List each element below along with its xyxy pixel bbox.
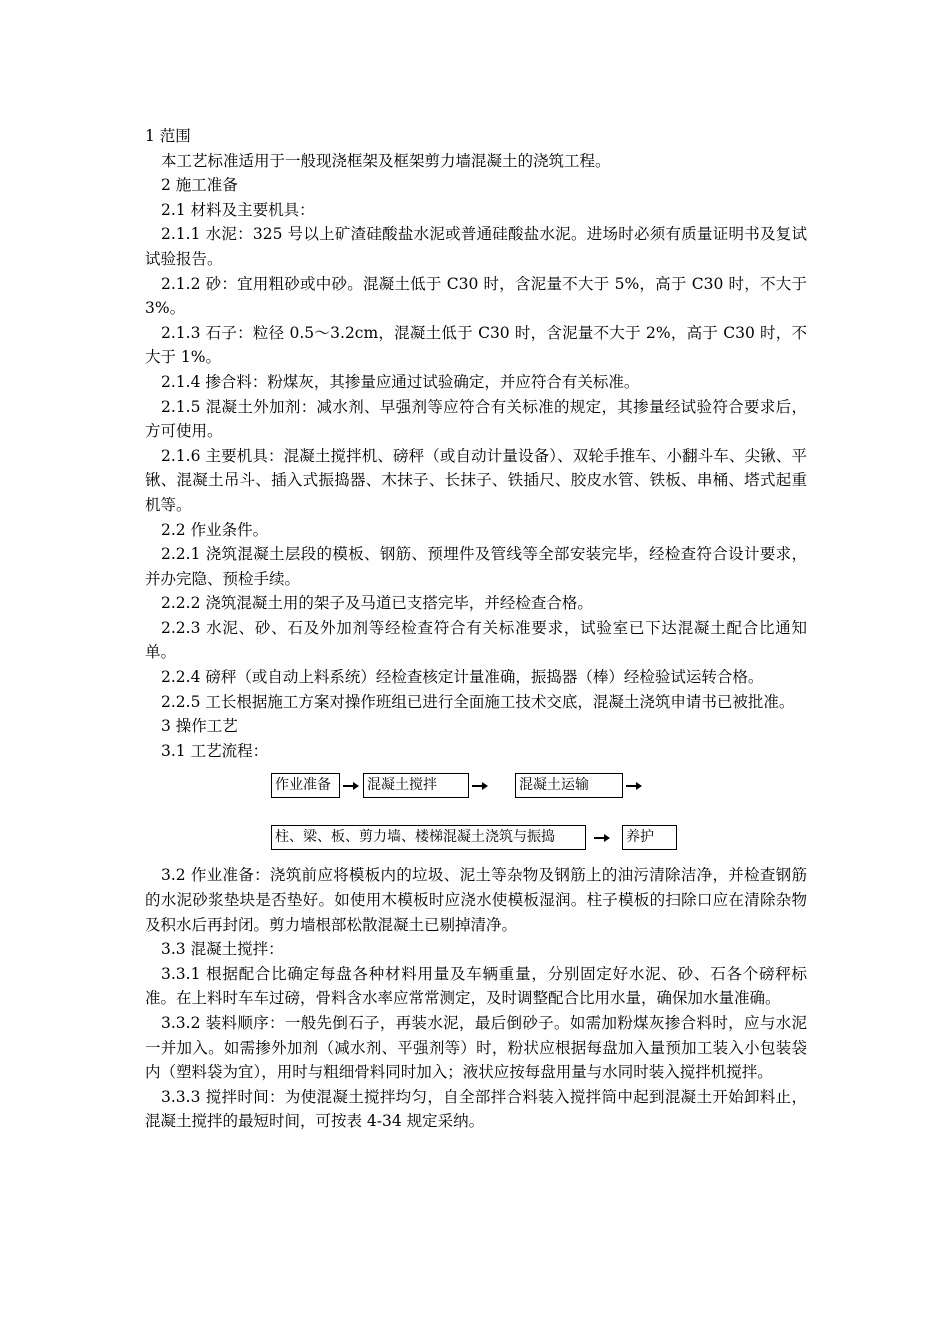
flow-arrow: [343, 785, 357, 787]
flow-arrow: [626, 785, 640, 787]
paragraph: 2.2.4 磅秤（或自动上料系统）经检查核定计量准确，振捣器（棒）经检验试运转合格。: [161, 668, 764, 687]
subsection-heading: 3.1 工艺流程：: [161, 741, 269, 760]
subsection-heading: 2.2 作业条件。: [161, 520, 269, 539]
paragraph: 3.3.2 装料顺序：一般先倒石子，再装水泥，最后倒砂子。如需加粉煤灰掺合料时，应与水泥一并加入。如需掺外加剂（减水剂、平强剂等）时，粉状应根据每盘加入量预加工装入小包装袋内（塑料袋为宜），用时与粗细骨料同时加入；液状应按每盘用量与水同时装入搅拌机搅拌。: [145, 1014, 807, 1082]
flow-step-transport: 混凝土运输: [515, 773, 623, 798]
section-heading-operation: 3 操作工艺: [161, 717, 238, 736]
paragraph: 2.2.2 浇筑混凝土用的架子及马道已支搭完毕，并经检查合格。: [161, 594, 593, 613]
document-page: [145, 124, 807, 1134]
flow-arrow: [472, 785, 486, 787]
paragraph: 2.1.4 掺合料：粉煤灰，其掺量应通过试验确定，并应符合有关标准。: [161, 372, 640, 391]
paragraph: 2.2.5 工长根据施工方案对操作班组已进行全面施工技术交底，混凝土浇筑申请书已被批准。: [161, 692, 795, 711]
paragraph: 2.1.1 水泥：325 号以上矿渣硅酸盐水泥或普通硅酸盐水泥。进场时必须有质量证明书及复试试验报告。: [145, 225, 807, 268]
flow-step-pouring: 柱、梁、板、剪力墙、楼梯混凝土浇筑与振捣: [271, 825, 586, 850]
paragraph: 2.2.1 浇筑混凝土层段的模板、钢筋、预埋件及管线等全部安装完毕，经检查符合设计要求，并办完隐、预检手续。: [145, 545, 807, 588]
paragraph: 3.3.1 根据配合比确定每盘各种材料用量及车辆重量，分别固定好水泥、砂、石各个磅秤标准。在上料时车车过磅，骨料含水率应常常测定，及时调整配合比用水量，确保加水量准确。: [145, 964, 807, 1008]
flow-step-mixing: 混凝土搅拌: [363, 773, 469, 798]
subsection-heading: 2.1 材料及主要机具：: [161, 200, 315, 219]
paragraph: 3.3.3 搅拌时间：为使混凝土搅拌均匀，自全部拌合料装入搅拌筒中起到混凝土开始卸料止，混凝土搅拌的最短时间，可按表 4-34 规定采纳。: [145, 1087, 807, 1131]
paragraph: 2.1.2 砂：宜用粗砂或中砂。混凝土低于 C30 时，含泥量不大于 5%，高于 C30 时，不大于 3%。: [145, 274, 807, 318]
paragraph: 2.1.5 混凝土外加剂：减水剂、早强剂等应符合有关标准的规定，其掺量经试验符合要求后，方可使用。: [145, 397, 807, 441]
section-heading-scope: 1 范围: [145, 127, 191, 145]
paragraph: 2.1.6 主要机具：混凝土搅拌机、磅秤（或自动计量设备）、双轮手推车、小翻斗车、尖锹、平锹、混凝土吊斗、插入式振捣器、木抹子、长抹子、铁插尺、胶皮水管、铁板、串桶、塔式起重机等。: [145, 446, 807, 514]
paragraph: 本工艺标准适用于一般现浇框架及框架剪力墙混凝土的浇筑工程。: [161, 151, 611, 170]
paragraph: 2.2.3 水泥、砂、石及外加剂等经检查符合有关标准要求，试验室已下达混凝土配合比通知单。: [145, 618, 807, 662]
process-flow-diagram: [145, 767, 807, 859]
flow-arrow: [594, 837, 608, 839]
paragraph: 2.1.3 石子：粒径 0.5～3.2cm，混凝土低于 C30 时，含泥量不大于 2%，高于 C30 时，不大于 1%。: [145, 323, 807, 367]
subsection-heading: 3.3 混凝土搅拌：: [161, 940, 284, 959]
flow-step-prepare: 作业准备: [271, 773, 340, 798]
flow-step-curing: 养护: [622, 825, 677, 850]
section-heading-preparation: 2 施工准备: [161, 176, 238, 195]
paragraph: 3.2 作业准备：浇筑前应将模板内的垃圾、泥土等杂物及钢筋上的油污清除洁净，并检查钢筋的水泥砂浆垫块是否垫好。如使用木模板时应浇水使模板湿润。柱子模板的扫除口应在清除杂物及积水后再封闭。剪力墙根部松散混凝土已剔掉清净。: [145, 866, 807, 934]
